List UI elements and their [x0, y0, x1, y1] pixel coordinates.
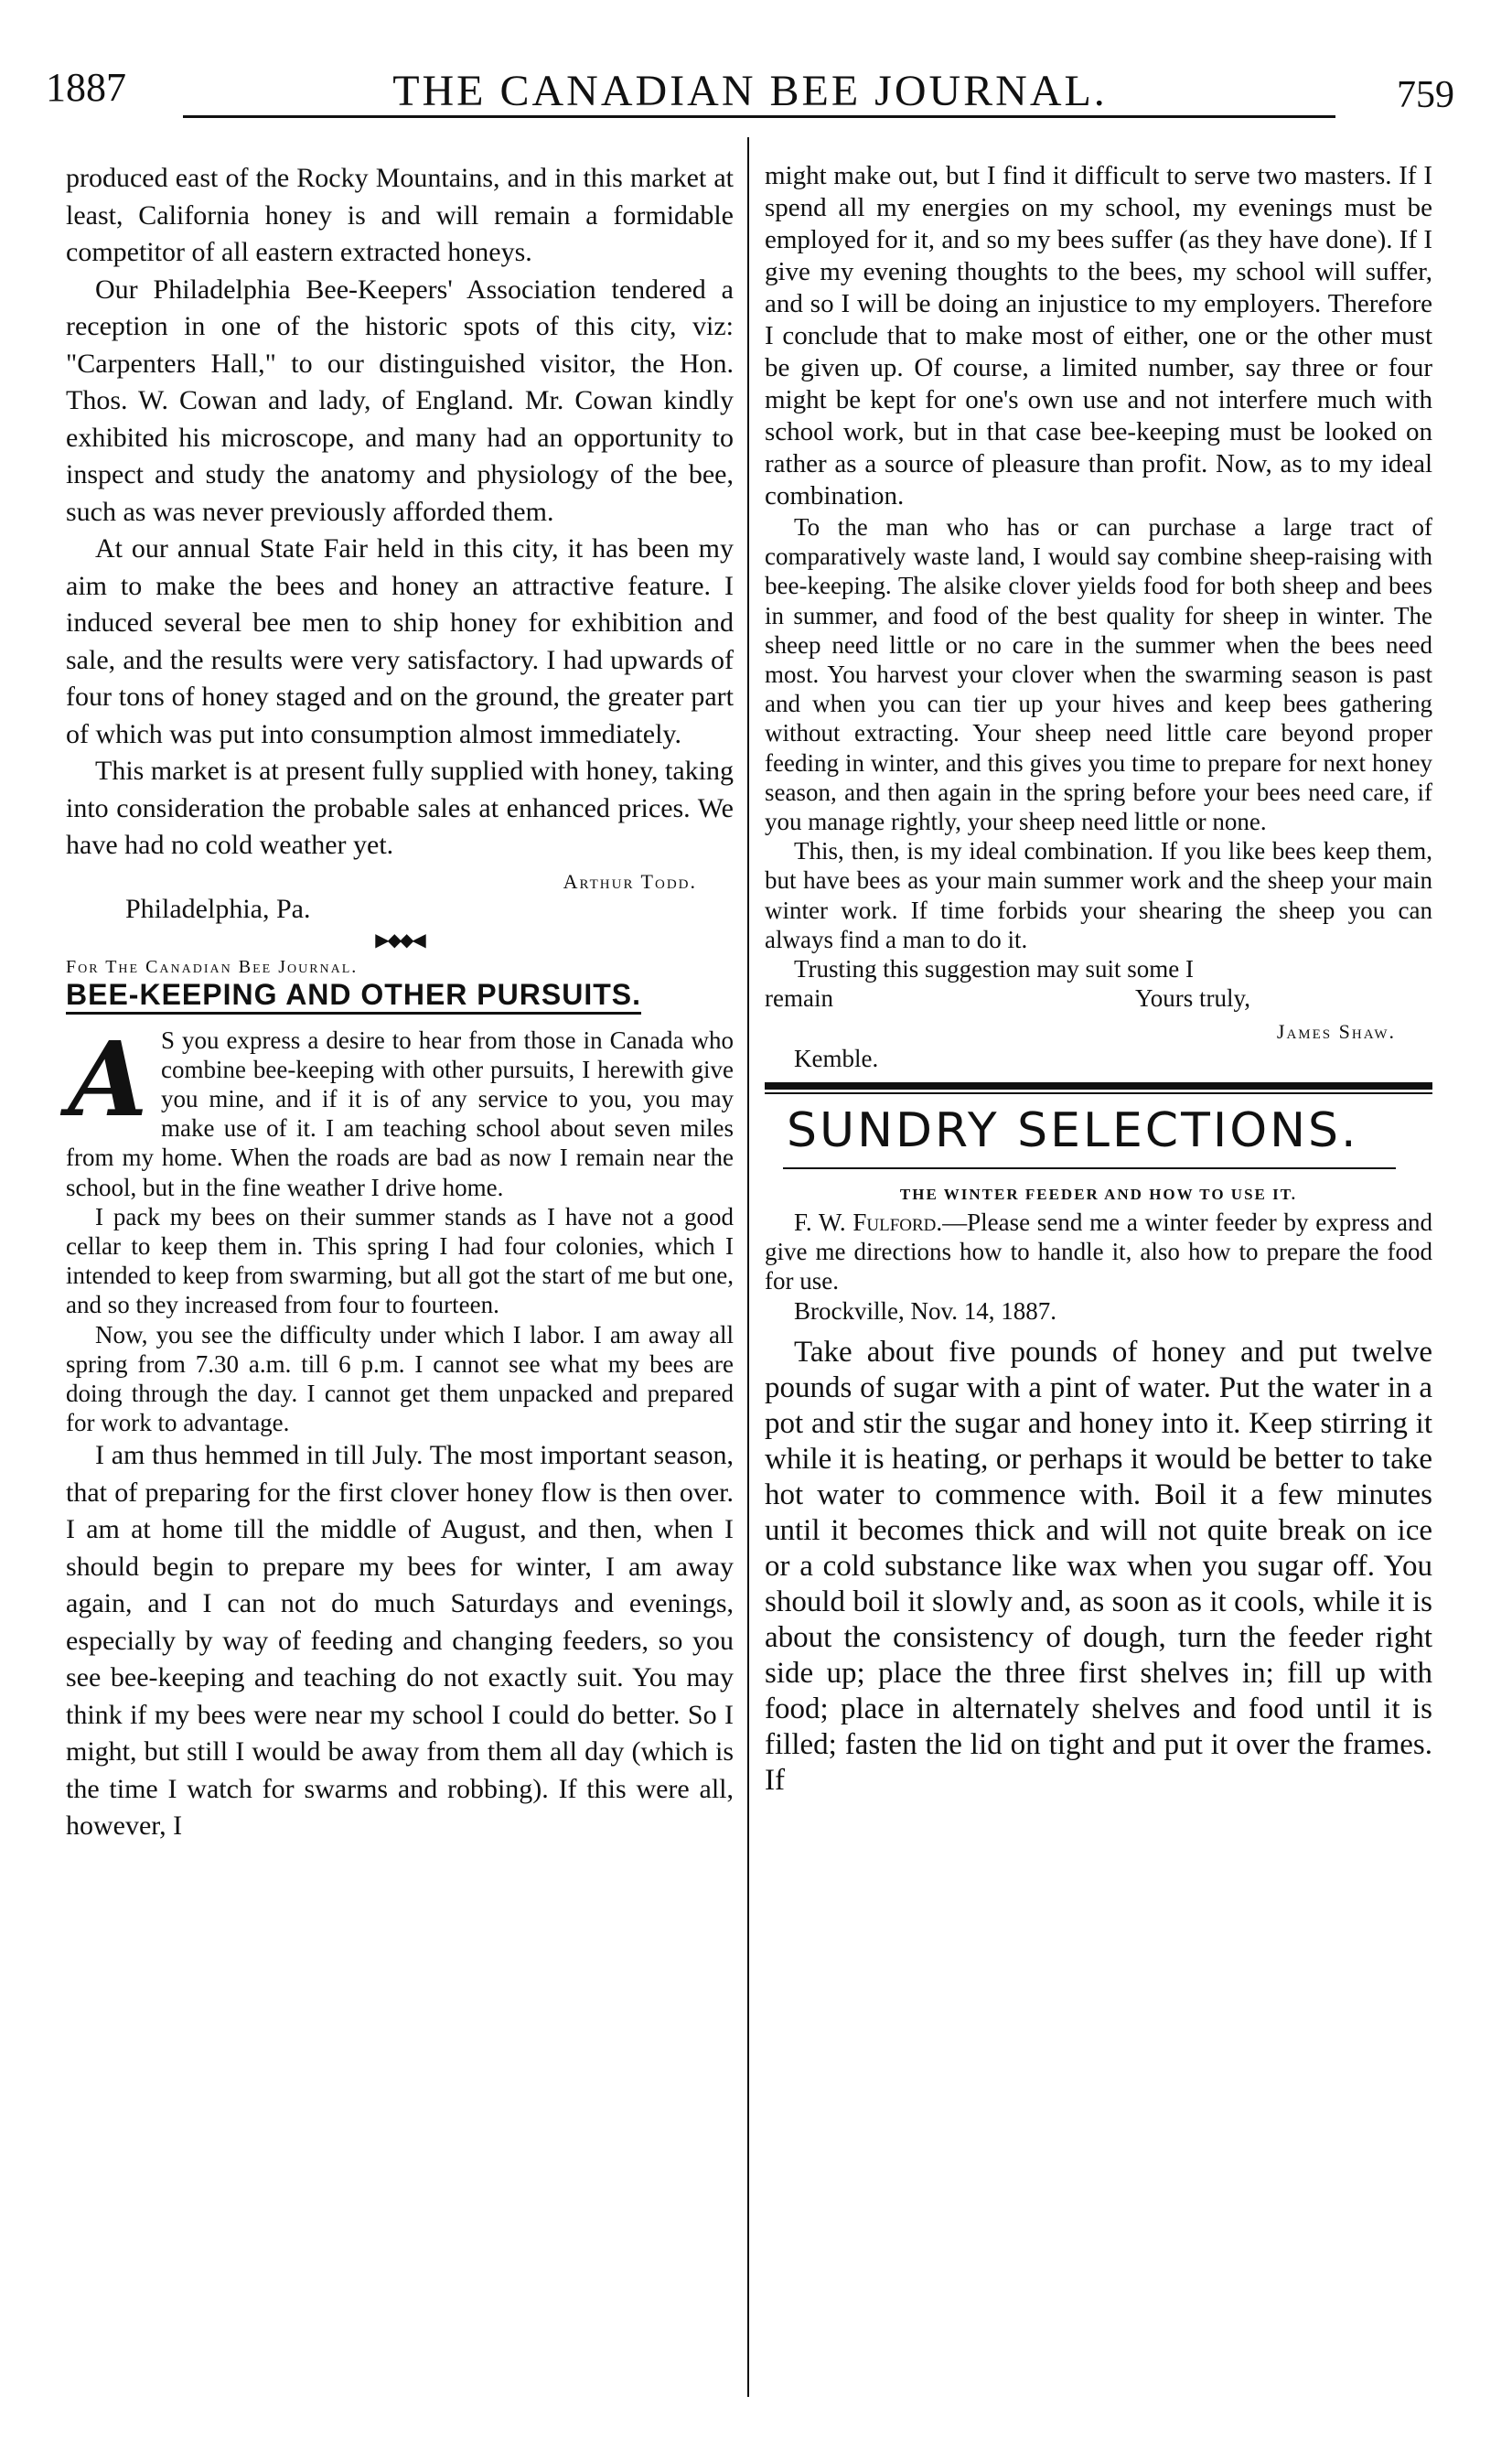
header-rule — [183, 115, 1335, 118]
header-year: 1887 — [46, 65, 126, 110]
section-underline — [783, 1167, 1396, 1169]
letter-paragraph — [765, 1208, 1432, 1296]
paragraph: Now, you see the difficulty under which I labor. I am away all spring from 7.30 a.m. till 6 p.m. I cannot see what my bees are doing through the day. I cannot get them unpacked and prepared for work to advantage. — [66, 1320, 734, 1437]
page-header — [37, 46, 1464, 119]
page-number: 759 — [1397, 74, 1454, 116]
paragraph: I pack my bees on their summer stands as I have not a good cellar to keep them in. This spring I had four colonies, which I intended to keep from swarming, but all got the start of me but one, and so they increased from four to fourteen. — [66, 1202, 734, 1319]
place-line: Philadelphia, Pa. — [125, 893, 311, 924]
left-column — [66, 160, 734, 1845]
paragraph: Our Philadelphia Bee-Keepers' Association tendered a reception in one of the historic spots of this city, viz: "Carpenters Hall," to our distinguished visitor, the Hon. Thos. W. Cowan and lady, of England. Mr. Cowan kindly exhibited his microscope, and many had an opportunity to inspect and study the anatomy and physiology of the bee, such as was never previously afforded them. — [66, 274, 734, 527]
journal-title: THE CANADIAN BEE JOURNAL. — [392, 67, 1108, 115]
ornament-divider: ▶◆◆◀ — [375, 929, 424, 951]
column-divider — [747, 137, 749, 2397]
paragraph: I am thus hemmed in till July. The most important season, that of preparing for the first clover honey flow is then over. I am at home till the middle of August, and then, when I should begin to prepare my bees for winter, I am away again, and I can not do much Saturdays and evenings, especially by way of feeding and changing feeders, so you see bee-keeping and teaching do not exactly suit. You may think if my bees were near my school I could do better. So I might, but still I would be away from them all day (which is the time I watch for swarms and robbing). If this were all, however, I — [66, 1440, 734, 1842]
closing-yours: Yours truly, — [1134, 984, 1251, 1013]
closing-place: Kemble. — [794, 1045, 879, 1073]
closing-line: Trusting this suggestion may suit some I — [794, 955, 1195, 983]
letter-date: Brockville, Nov. 14, 1887. — [794, 1296, 1056, 1325]
sub-heading: THE WINTER FEEDER AND HOW TO USE IT. — [899, 1186, 1298, 1204]
paragraph: At our annual State Fair held in this city, it has been my aim to make the bees and honey an attractive feature. I induced several bee men to ship honey for exhibition and sale, and the results were very satisfactory. I had upwards of four tons of honey staged and on the ground, the greater part of which was put into consumption almost immediately. — [66, 533, 734, 749]
letter-name: F. W. Fulford. — [794, 1209, 943, 1237]
article-title: BEE-KEEPING AND OTHER PURSUITS. — [66, 978, 641, 1015]
closing-remain: remain — [765, 984, 833, 1013]
closing-remain-line — [765, 983, 1432, 1013]
article-kicker: For The Canadian Bee Journal. — [66, 956, 359, 977]
paragraph: To the man who has or can purchase a large tract of comparatively waste land, I would say combine sheep-raising with bee-keeping. The alsike clover yields food for both sheep and bees in summer, and food of the best quality for sheep in winter. The sheep need little or no care in the summer when the bees need most. You harvest your clover when the swarming season is past and when you can tier up your hives and keep bees gathering without extracting. Your sheep need little care beyond proper feeding in winter, and this gives you time to prepare for next honey season, and then again in the spring before your bees need care, if you manage rightly, your sheep need little or none. — [765, 513, 1432, 836]
signature: Arthur Todd. — [563, 869, 697, 893]
section-rule-thick — [765, 1082, 1432, 1090]
paragraph: This, then, is my ideal combination. If you like bees keep them, but have bees as your main summer work and the sheep your main winter work. If time forbids your shearing the sheep you can always find a man to do it. — [765, 837, 1432, 953]
article-body — [66, 1019, 734, 1845]
section-rule-thin — [765, 1092, 1432, 1094]
paragraph: This market is at present fully supplied with honey, taking into consideration the probable sales at enhanced prices. We have had no cold weather yet. — [66, 756, 734, 860]
letter-text: —Please send me a winter feeder by express and give me directions how to handle it, also how to prepare the food for use. — [765, 1209, 1432, 1295]
section-title: SUNDRY SELECTIONS. — [787, 1103, 1359, 1159]
paragraph: S you express a desire to hear from those in Canada who combine bee-keeping with other pursuits, I herewith give you mine, and if it is of any service to you, you may make use of it. I am teaching school about seven miles from my home. When the roads are bad as now I remain near the school, but in the fine weather I drive home. — [66, 1026, 734, 1201]
paragraph: produced east of the Rocky Mountains, and in this market at least, California honey is and will remain a formidable competitor of all eastern extracted honeys. — [66, 163, 734, 267]
answer-paragraph: Take about five pounds of honey and put twelve pounds of sugar with a pint of water. Put the water in a pot and stir the sugar and honey into it. Keep stirring it while it is heating, or perhaps it would be better to take hot water to commence with. Boil it a few minutes until it becomes thick and will not quite break on ice or a cold substance like wax when you sugar off. You should boil it slowly and, as soon as it cools, while it is about the consistency of dough, turn the feeder right side up; place the three first shelves in; fill up with food; place in alternately shelves and food until it is filled; fasten the lid on tight and put it over the frames. If — [765, 1335, 1432, 1797]
drop-cap: A — [68, 1019, 148, 1140]
closing-signature: James Shaw. — [1276, 1020, 1396, 1044]
paragraph: might make out, but I find it difficult to serve two masters. If I spend all my energies on my school, my evenings must be employed for it, and so my bees suffer (as they have done). If I give my evening thoughts to the bees, my school will suffer, and so I will be doing an injustice to my employers. Therefore I conclude that to make most of either, one or the other must be given up. Of course, a limited number, say three or four might be kept for one's own use and not interfere much with school work, but in that case bee-keeping must be looked on rather as a source of pleasure than profit. Now, as to my ideal combination. — [765, 161, 1432, 510]
right-column — [765, 160, 1432, 1799]
